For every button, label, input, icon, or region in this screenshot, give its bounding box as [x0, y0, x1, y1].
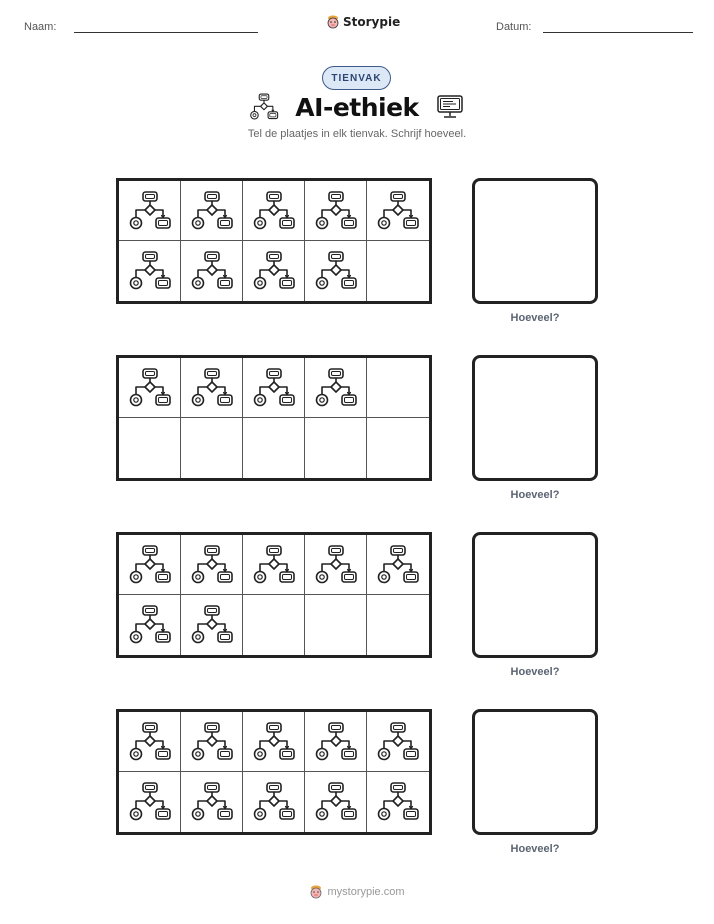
date-label: Datum:	[496, 20, 532, 33]
date-field	[496, 20, 693, 33]
flowchart-icon	[190, 720, 234, 764]
ten-frame-cell-filled	[367, 712, 429, 772]
footer-url: mystorypie.com	[327, 886, 405, 898]
flowchart-icon	[252, 366, 296, 410]
ten-frame-cell-filled	[119, 358, 181, 418]
ten-frame-cell-empty	[243, 595, 305, 655]
pig-mascot-icon	[309, 884, 323, 900]
answer-label: Hoeveel?	[510, 666, 560, 678]
flowchart-icon	[314, 249, 358, 293]
ten-frame-cell-filled	[119, 712, 181, 772]
title-row	[0, 92, 714, 122]
flowchart-icon	[190, 189, 234, 233]
instructions: Tel de plaatjes in elk tienvak. Schrijf hoeveel.	[247, 128, 467, 140]
topic-badge: TIENVAK	[322, 66, 391, 90]
flowchart-icon	[190, 366, 234, 410]
answer-box[interactable]	[472, 355, 598, 481]
ten-frame-cell-filled	[367, 772, 429, 832]
ten-frame-cell-filled	[243, 358, 305, 418]
ten-frame-cell-filled	[181, 241, 243, 301]
ten-frame-cell-filled	[181, 535, 243, 595]
name-label: Naam:	[24, 20, 57, 33]
flowchart-icon	[376, 720, 420, 764]
ten-frame-cell-empty	[367, 241, 429, 301]
brand-name: Storypie	[343, 15, 401, 29]
answer-label: Hoeveel?	[510, 843, 560, 855]
answer-box[interactable]	[472, 532, 598, 658]
ten-frame-cell-empty	[305, 418, 367, 478]
ten-frame-cell-filled	[119, 181, 181, 241]
ten-frame-cell-filled	[243, 772, 305, 832]
answer-label: Hoeveel?	[510, 489, 560, 501]
flowchart-icon	[128, 603, 172, 647]
flowchart-icon	[314, 543, 358, 587]
ten-frame-cell-empty	[119, 418, 181, 478]
flowchart-icon	[252, 189, 296, 233]
flowchart-icon	[314, 366, 358, 410]
ten-frame	[116, 355, 432, 481]
ten-frame-cell-filled	[367, 181, 429, 241]
flowchart-icon	[376, 189, 420, 233]
name-field	[24, 20, 258, 33]
ten-frame-cell-filled	[367, 535, 429, 595]
page-title: AI-ethiek	[295, 92, 419, 122]
ten-frame-cell-empty	[367, 595, 429, 655]
ten-frame-cell-filled	[305, 772, 367, 832]
flowchart-icon	[252, 720, 296, 764]
name-line[interactable]	[74, 32, 258, 33]
flowchart-icon	[190, 780, 234, 824]
flowchart-icon	[128, 780, 172, 824]
pig-mascot-icon	[326, 14, 340, 30]
answer-label: Hoeveel?	[510, 312, 560, 324]
flowchart-icon	[314, 780, 358, 824]
brand-logo	[326, 14, 400, 30]
ten-frame-cell-filled	[243, 181, 305, 241]
ten-frame-cell-filled	[243, 241, 305, 301]
flowchart-icon	[376, 780, 420, 824]
flowchart-icon	[128, 366, 172, 410]
flowchart-icon	[128, 249, 172, 293]
ten-frame	[116, 178, 432, 304]
flowchart-icon	[314, 720, 358, 764]
flowchart-icon	[252, 543, 296, 587]
ten-frame-cell-filled	[243, 712, 305, 772]
answer-box[interactable]	[472, 178, 598, 304]
ten-frame-cell-filled	[181, 181, 243, 241]
flowchart-icon	[252, 780, 296, 824]
ten-frame-cell-empty	[367, 358, 429, 418]
ten-frame-cell-filled	[119, 772, 181, 832]
flowchart-icon	[128, 720, 172, 764]
flowchart-icon	[190, 543, 234, 587]
ten-frame-cell-filled	[305, 358, 367, 418]
ten-frame	[116, 532, 432, 658]
ten-frame-cell-filled	[119, 241, 181, 301]
ten-frame	[116, 709, 432, 835]
ten-frame-cell-filled	[305, 181, 367, 241]
flowchart-icon	[128, 543, 172, 587]
flowchart-icon	[249, 92, 279, 122]
computer-monitor-icon	[435, 92, 465, 122]
ten-frame-cell-filled	[181, 772, 243, 832]
ten-frame-cell-filled	[119, 595, 181, 655]
ten-frame-cell-filled	[305, 241, 367, 301]
flowchart-icon	[190, 603, 234, 647]
ten-frame-cell-filled	[305, 712, 367, 772]
flowchart-icon	[252, 249, 296, 293]
ten-frame-cell-filled	[181, 595, 243, 655]
flowchart-icon	[128, 189, 172, 233]
ten-frame-cell-filled	[243, 535, 305, 595]
date-line[interactable]	[543, 32, 693, 33]
ten-frame-cell-empty	[181, 418, 243, 478]
flowchart-icon	[314, 189, 358, 233]
flowchart-icon	[376, 543, 420, 587]
ten-frame-cell-filled	[305, 535, 367, 595]
ten-frame-cell-filled	[119, 535, 181, 595]
ten-frame-cell-filled	[181, 712, 243, 772]
answer-box[interactable]	[472, 709, 598, 835]
ten-frame-cell-filled	[181, 358, 243, 418]
ten-frame-cell-empty	[305, 595, 367, 655]
ten-frame-cell-empty	[243, 418, 305, 478]
ten-frame-cell-empty	[367, 418, 429, 478]
flowchart-icon	[190, 249, 234, 293]
footer	[0, 884, 714, 900]
